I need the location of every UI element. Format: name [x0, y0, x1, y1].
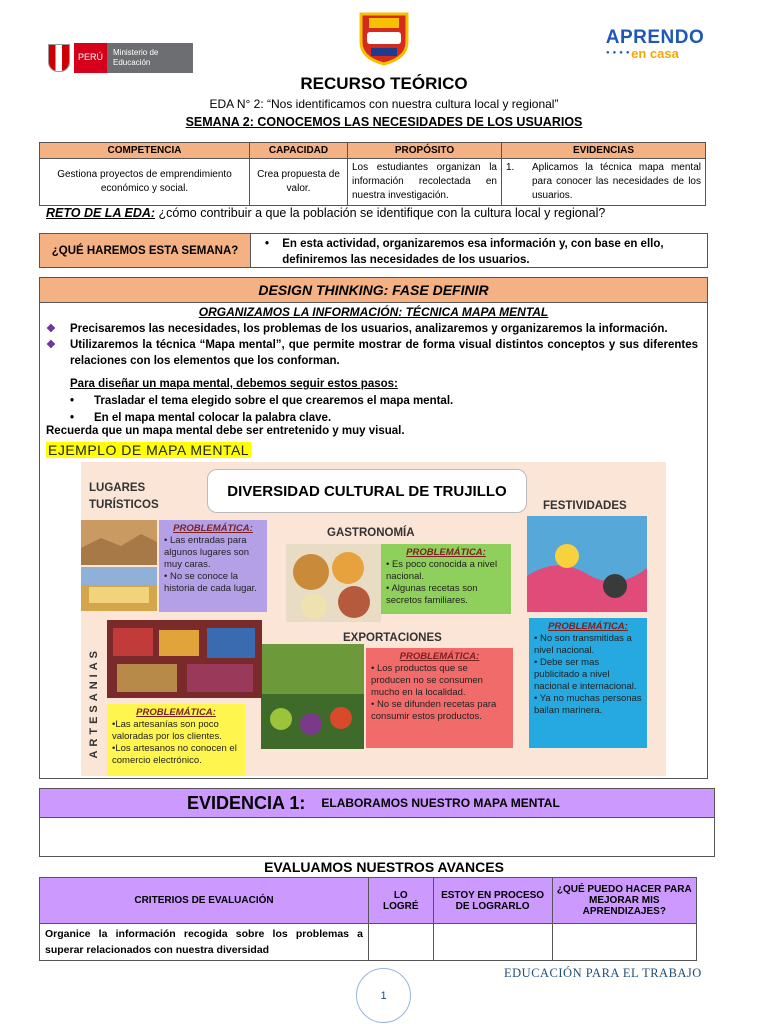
- th-evidencias: EVIDENCIAS: [502, 143, 706, 159]
- evaluation-table: [39, 877, 697, 961]
- week-plan-label: ¿QUÉ HAREMOS ESTA SEMANA?: [40, 234, 251, 267]
- eval-achieved-cell[interactable]: [369, 924, 434, 961]
- point-item: ❖ Precisaremos las necesidades, los problemas de los usuarios, analizaremos y organizaremos la información.: [46, 323, 668, 335]
- festividades-problem-box: PROBLEMÁTICA: • No son transmitidas a nivel nacional. • Debe ser mas publicitado a nivel nacional e internacional. • Ya no muchas personas bailan marinera.: [529, 618, 647, 748]
- exportaciones-label: EXPORTACIONES: [343, 632, 442, 644]
- ministry-label: Ministerio de Educación: [107, 43, 193, 73]
- artesanias-label: ARTESANIAS: [88, 647, 100, 759]
- diamond-bullet-icon: ❖: [46, 339, 56, 351]
- organize-subheader: ORGANIZAMOS LA INFORMACIÓN: TÉCNICA MAPA MENTAL: [198, 305, 549, 319]
- evidence-text: ELABORAMOS NUESTRO MAPA MENTAL: [321, 796, 560, 810]
- step-item: • Trasladar el tema elegido sobre el que crearemos el mapa mental.: [70, 393, 453, 410]
- aprendo-sub: en casa: [631, 46, 679, 61]
- week-title: SEMANA 2: CONOCEMOS LAS NECESIDADES DE LOS USUARIOS: [185, 115, 583, 129]
- eval-th-in-process: ESTOY EN PROCESO DE LOGRARLO: [433, 878, 552, 924]
- eval-th-improve: ¿QUÉ PUEDO HACER PARA MEJORAR MIS APRENDIZAJES?: [552, 878, 696, 924]
- point-item: ❖ Utilizaremos la técnica “Mapa mental”, que permite mostrar de forma visual distintos conceptos y sus diferentes relaciones con los elementos que los conforman.: [46, 339, 698, 367]
- eval-in-process-cell[interactable]: [433, 924, 552, 961]
- reto-line: [46, 206, 605, 220]
- eval-th-achieved: LO LOGRÉ: [369, 878, 434, 924]
- th-capacidad: CAPACIDAD: [250, 143, 348, 159]
- competency-table: [39, 142, 706, 206]
- mind-map-title: DIVERSIDAD CULTURAL DE TRUJILLO: [207, 469, 527, 513]
- steps-intro: Para diseñar un mapa mental, debemos seguir estos pasos:: [70, 378, 398, 390]
- remember-note: Recuerda que un mapa mental debe ser entretenido y muy visual.: [46, 425, 405, 437]
- week-plan-text: En esta actividad, organizaremos esa información y, con base en ello, definiremos las necesidades de los usuarios.: [282, 238, 664, 266]
- steps-block: [70, 376, 453, 427]
- page-number: 1: [356, 968, 411, 1023]
- bullet-icon: •: [70, 395, 75, 407]
- festividades-label: FESTIVIDADES: [543, 500, 627, 512]
- lugares-label: LUGARES TURÍSTICOS: [89, 482, 159, 511]
- cell-evidencias: [502, 159, 706, 206]
- evaluation-title: EVALUAMOS NUESTROS AVANCES: [264, 859, 504, 875]
- evidencia-number: 1.: [506, 162, 515, 173]
- reto-text: ¿cómo contribuir a que la población se identifique con la cultura local y regional?: [155, 206, 606, 220]
- cell-competencia: Gestiona proyectos de emprendimiento económico y social.: [40, 159, 250, 206]
- design-thinking-section: [39, 277, 708, 779]
- ruins-photo-icon: [81, 520, 157, 565]
- exportaciones-problem-box: PROBLEMÁTICA: • Los productos que se producen no se consumen mucho en la localidad. • No se difunden recetas para consumir estos productos.: [366, 648, 513, 748]
- step-item: • En el mapa mental colocar la palabra clave.: [70, 410, 453, 427]
- mind-map-example: [81, 462, 666, 776]
- lugares-problem-box: PROBLEMÁTICA: • Las entradas para algunos lugares son muy caras. • No se conoce la historia de cada lugar.: [159, 520, 267, 612]
- festival-photo-icon: [527, 516, 647, 612]
- bullet-icon: •: [70, 412, 75, 424]
- aprendo-title: APRENDO: [605, 27, 705, 48]
- artesanias-problem-box: PROBLEMÁTICA: •Las artesanías son poco valoradas por los clientes. •Los artesanos no conocen el comercio electrónico.: [107, 704, 245, 776]
- food-photo-icon: [286, 544, 381, 622]
- evidence-label: EVIDENCIA 1:: [187, 792, 306, 813]
- evidencia-text: Aplicamos la técnica mapa mental para conocer las necesidades de los usuarios.: [532, 162, 701, 201]
- eval-improve-cell[interactable]: [552, 924, 696, 961]
- th-competencia: COMPETENCIA: [40, 143, 250, 159]
- peru-shield-icon: [48, 44, 70, 72]
- aprendo-en-casa-logo: [600, 28, 710, 64]
- eval-criteria-cell: Organice la información recogida sobre los problemas a superar relacionados con nuestra diversidad: [40, 924, 369, 961]
- dots-icon: ●●●●: [606, 50, 633, 56]
- course-footer: EDUCACIÓN PARA EL TRABAJO: [504, 966, 702, 980]
- diamond-bullet-icon: ❖: [46, 323, 56, 335]
- produce-photo-icon: [261, 644, 364, 749]
- school-seal-icon: [355, 8, 413, 66]
- plaza-photo-icon: [81, 567, 157, 611]
- gastronomia-problem-box: PROBLEMÁTICA: • Es poco conocida a nivel nacional. • Algunas recetas son secretos familiares.: [381, 544, 511, 614]
- evidence-header: [39, 788, 715, 818]
- design-thinking-header: DESIGN THINKING: FASE DEFINIR: [40, 278, 707, 303]
- evidence-body: [39, 817, 715, 857]
- page-title: RECURSO TEÓRICO: [300, 74, 468, 93]
- reto-label: RETO DE LA EDA:: [46, 206, 156, 220]
- th-proposito: PROPÓSITO: [348, 143, 502, 159]
- example-label: EJEMPLO DE MAPA MENTAL: [48, 442, 250, 458]
- gastronomia-label: GASTRONOMÍA: [327, 527, 415, 539]
- eval-th-criteria: CRITERIOS DE EVALUACIÓN: [40, 878, 369, 924]
- cell-capacidad: Crea propuesta de valor.: [250, 159, 348, 206]
- eda-subtitle: EDA N° 2: “Nos identificamos con nuestra cultura local y regional”: [209, 97, 559, 111]
- ministry-logo: [48, 42, 200, 74]
- peru-label: PERÚ: [74, 43, 107, 73]
- week-plan-box: [39, 233, 708, 268]
- cell-proposito: Los estudiantes organizan la información recolectada en nuestra investigación.: [348, 159, 502, 206]
- crafts-photo-icon: [107, 620, 262, 698]
- points-list: [46, 321, 698, 369]
- bullet-icon: •: [265, 238, 270, 250]
